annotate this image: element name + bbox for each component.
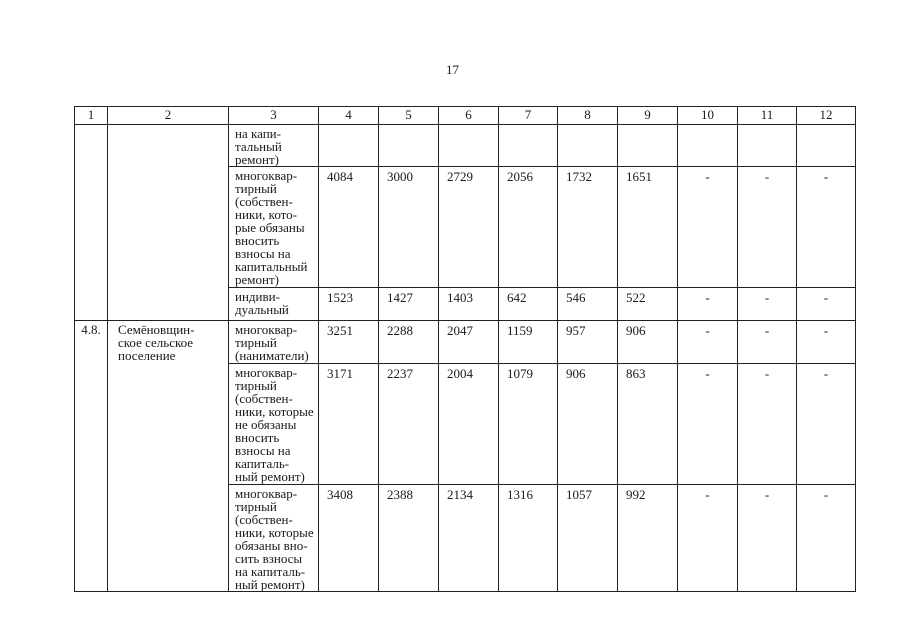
value-cell: 1079 <box>499 364 558 485</box>
column-header: 11 <box>738 107 797 125</box>
column-header: 12 <box>797 107 856 125</box>
column-header: 4 <box>319 107 379 125</box>
value-cell: - <box>797 321 856 364</box>
value-cell: 1316 <box>499 485 558 592</box>
value-cell: 1427 <box>379 288 439 321</box>
settlement-name: Семёновщин- ское сельское поселение <box>108 321 229 592</box>
value-cell: 957 <box>558 321 618 364</box>
value-cell: - <box>738 485 797 592</box>
value-cell <box>439 125 499 167</box>
value-cell: 2729 <box>439 167 499 288</box>
value-cell: 2004 <box>439 364 499 485</box>
value-cell <box>678 125 738 167</box>
value-cell: 3408 <box>319 485 379 592</box>
value-cell: 3171 <box>319 364 379 485</box>
value-cell <box>379 125 439 167</box>
value-cell: - <box>797 288 856 321</box>
row-number: 4.8. <box>75 321 108 592</box>
value-cell <box>738 125 797 167</box>
value-cell: 522 <box>618 288 678 321</box>
value-cell: - <box>738 167 797 288</box>
value-cell: - <box>678 167 738 288</box>
value-cell: - <box>678 288 738 321</box>
value-cell <box>558 125 618 167</box>
value-cell: 1732 <box>558 167 618 288</box>
value-cell: 1159 <box>499 321 558 364</box>
value-cell: 1651 <box>618 167 678 288</box>
column-header: 8 <box>558 107 618 125</box>
column-header: 1 <box>75 107 108 125</box>
value-cell: 2237 <box>379 364 439 485</box>
value-cell: 1057 <box>558 485 618 592</box>
housing-type: индиви- дуальный <box>229 288 319 321</box>
value-cell: 2288 <box>379 321 439 364</box>
column-header: 2 <box>108 107 229 125</box>
housing-type: многоквар- тирный (наниматели) <box>229 321 319 364</box>
column-header: 9 <box>618 107 678 125</box>
value-cell: - <box>738 288 797 321</box>
column-header: 7 <box>499 107 558 125</box>
housing-type: многоквар- тирный (собствен- ники, которые не обязаны вносить взносы на капиталь- ный ремонт) <box>229 364 319 485</box>
settlement-name <box>108 125 229 321</box>
value-cell: 3000 <box>379 167 439 288</box>
header-row <box>75 107 856 125</box>
value-cell <box>618 125 678 167</box>
row-number <box>75 125 108 321</box>
value-cell: - <box>738 321 797 364</box>
housing-type: на капи- тальный ремонт) <box>229 125 319 167</box>
column-header: 5 <box>379 107 439 125</box>
value-cell <box>499 125 558 167</box>
value-cell: - <box>797 364 856 485</box>
value-cell: 906 <box>618 321 678 364</box>
table-row <box>75 125 856 167</box>
value-cell: - <box>678 485 738 592</box>
column-header: 10 <box>678 107 738 125</box>
value-cell: 1523 <box>319 288 379 321</box>
value-cell: 863 <box>618 364 678 485</box>
table-row <box>75 321 856 364</box>
value-cell: 2047 <box>439 321 499 364</box>
value-cell: - <box>797 167 856 288</box>
value-cell: 2134 <box>439 485 499 592</box>
value-cell: 2388 <box>379 485 439 592</box>
value-cell: 4084 <box>319 167 379 288</box>
value-cell: - <box>678 364 738 485</box>
column-header: 6 <box>439 107 499 125</box>
value-cell: 992 <box>618 485 678 592</box>
value-cell: 2056 <box>499 167 558 288</box>
value-cell: 642 <box>499 288 558 321</box>
housing-type: многоквар- тирный (собствен- ники, кото- рые обязаны вносить взносы на капитальный ремонт) <box>229 167 319 288</box>
tariff-table <box>74 106 856 592</box>
housing-type: многоквар- тирный (собствен- ники, которые обязаны вно- сить взносы на капиталь- ный ремонт) <box>229 485 319 592</box>
value-cell <box>319 125 379 167</box>
value-cell <box>797 125 856 167</box>
page-number: 17 <box>446 62 459 77</box>
value-cell: - <box>797 485 856 592</box>
value-cell: - <box>678 321 738 364</box>
value-cell: 1403 <box>439 288 499 321</box>
value-cell: 546 <box>558 288 618 321</box>
value-cell: - <box>738 364 797 485</box>
value-cell: 3251 <box>319 321 379 364</box>
value-cell: 906 <box>558 364 618 485</box>
column-header: 3 <box>229 107 319 125</box>
